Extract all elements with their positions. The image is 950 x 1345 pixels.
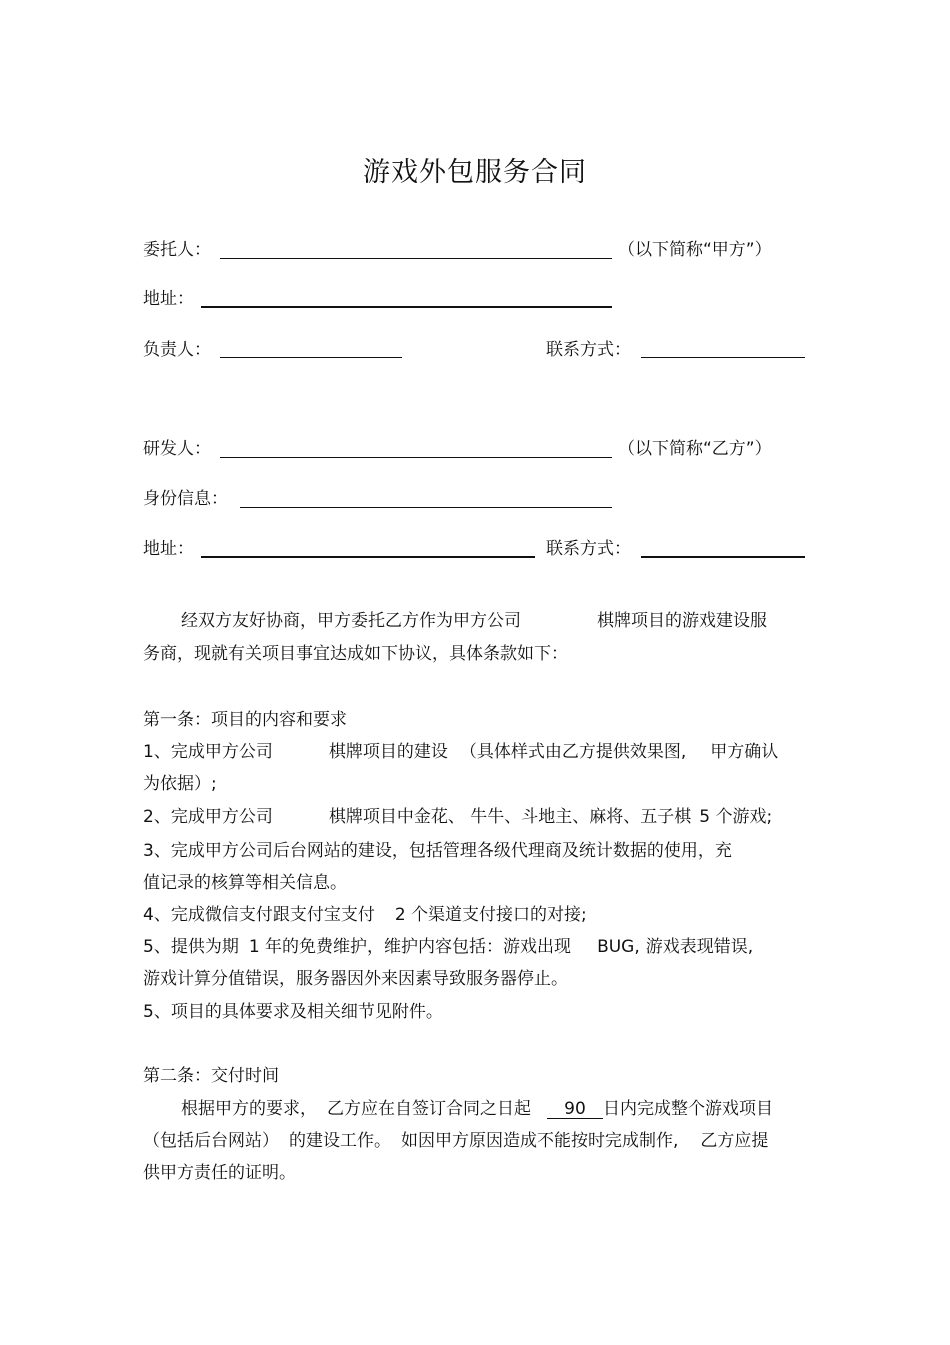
item4-part-a: 4、完成微信支付跟支付宝支付 [143, 905, 375, 925]
item1-part-c: （具体样式由乙方提供效果图, [459, 742, 687, 762]
party-a-contact-blank [641, 357, 805, 358]
item5-part-d: 游戏表现错误, [645, 937, 754, 957]
manager-label: 负责人： [143, 340, 211, 360]
client-blank [220, 258, 612, 259]
intro-line-2: 务商，现就有关项目事宜达成如下协议，具体条款如下： [143, 644, 568, 664]
delivery-days: 90 [547, 1100, 603, 1119]
article1-item5-cont: 游戏计算分值错误，服务器因外来因素导致服务器停止。 [143, 969, 568, 989]
article1-item4 [143, 905, 587, 925]
article2-line-1 [181, 1099, 773, 1119]
intro-part2: 棋牌项目的游戏建设服 [597, 611, 767, 631]
party-b-address-label: 地址： [143, 539, 194, 559]
item5-part-a: 5、提供为期 [143, 937, 239, 957]
article2-p2-c: 如因甲方原因造成不能按时完成制作, [401, 1131, 679, 1151]
article2-heading: 第二条：交付时间 [143, 1066, 279, 1086]
item5-part-c: BUG, [597, 937, 640, 957]
developer-suffix: （以下简称“乙方”） [618, 439, 772, 459]
page-title: 游戏外包服务合同 [363, 157, 587, 188]
item2-part-c: 5 个游戏; [699, 807, 773, 827]
article1-heading: 第一条：项目的内容和要求 [143, 710, 347, 730]
item4-part-b: 2 个渠道支付接口的对接; [394, 905, 587, 925]
article1-item3-cont: 值记录的核算等相关信息。 [143, 873, 347, 893]
party-b-contact-blank [641, 556, 805, 558]
item1-part-a: 1、完成甲方公司 [143, 742, 273, 762]
client-label: 委托人： [143, 240, 211, 260]
item1-part-d: 甲方确认 [710, 742, 779, 762]
client-suffix: （以下简称“甲方”） [618, 240, 772, 260]
party-a-address-label: 地址： [143, 289, 194, 309]
article2-p1-a: 根据甲方的要求， [181, 1099, 317, 1119]
article1-item5 [143, 937, 753, 957]
article1-item3: 3、完成甲方公司后台网站的建设，包括管理各级代理商及统计数据的使用，充 [143, 841, 732, 861]
article2-p2-d: 乙方应提 [700, 1131, 769, 1151]
article2-p1-b: 乙方应在自签订合同之日起 [327, 1099, 531, 1119]
article1-item1 [143, 742, 778, 762]
article2-p2-b: 的建设工作。 [289, 1131, 391, 1151]
article1-item1-cont: 为依据）; [143, 774, 217, 794]
item2-part-b: 棋牌项目中金花、 牛牛、斗地主、麻将、五子棋 [328, 807, 692, 827]
article2-line-3: 供甲方责任的证明。 [143, 1163, 296, 1183]
party-a-contact-label: 联系方式： [546, 340, 631, 360]
intro-line-1 [181, 611, 767, 631]
article2-line-2 [143, 1131, 768, 1151]
article2-p1-c: 日内完成整个游戏项目 [603, 1099, 773, 1119]
party-a-address-blank [201, 306, 612, 308]
developer-label: 研发人： [143, 439, 211, 459]
article1-item2 [143, 807, 772, 827]
party-b-contact-label: 联系方式： [546, 539, 631, 559]
article2-p2-a: （包括后台网站） [143, 1131, 279, 1151]
developer-blank [220, 457, 612, 458]
item1-part-b: 棋牌项目的建设 [328, 742, 448, 762]
id-info-label: 身份信息： [143, 489, 228, 509]
manager-blank [220, 357, 402, 358]
id-info-blank [240, 507, 612, 508]
item2-part-a: 2、完成甲方公司 [143, 807, 273, 827]
item5-part-b: 1 年的免费维护，维护内容包括：游戏出现 [248, 937, 572, 957]
intro-part1: 经双方友好协商，甲方委托乙方作为甲方公司 [181, 611, 521, 631]
party-b-address-blank [201, 556, 535, 558]
article1-item6: 5、项目的具体要求及相关细节见附件。 [143, 1002, 443, 1022]
